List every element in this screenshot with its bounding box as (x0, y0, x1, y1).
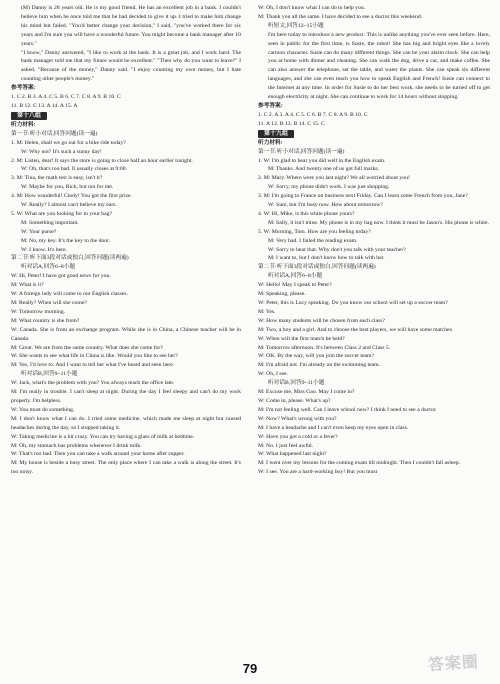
text-line: M: I'm not feeling well. Can I leave school now? I think I need to see a doctor. (258, 406, 437, 413)
section-heading: 第十八组 (11, 112, 47, 120)
text-line: 听对话B,回答9~11小题 (21, 371, 78, 378)
text-line: M: Sally, it isn't mine. My phone is in my bag now. I think it must be Jason's. His phone is white. (268, 219, 489, 226)
text-line: W: You must do something. (11, 406, 75, 413)
text-line: W: Why not? It's such a sunny day! (21, 148, 102, 155)
text-line: M: I'm afraid not. I'm already on the swimming team. (258, 362, 380, 369)
text-line: W: Canada. She is from an exchange program. While she is in China, a Chinese teacher will be in Canada. (11, 326, 241, 342)
text-line: M: I have a headache and I can't even keep my eyes open in class. (258, 424, 409, 431)
text-line: "I know," Danny answered, "I like to work at the bank. It is a great job, and I work hard. The bank manager told me that my future would be excellent." "Then why do you want to leave?" I asked. "Because of the money," Danny said. "I enjoy counting my own money, but I hate counting other people's money." (21, 49, 241, 83)
text-line: W: Oh, I don't know what I can do to help you. (258, 5, 366, 11)
text-line: W: I see. You are a hard-working boy! But you must (258, 469, 378, 476)
text-line: 第一节:听小对话,回答问题(读一遍) (258, 148, 345, 155)
text-line: M: Excuse me, Miss Gao. May I come in? (258, 389, 355, 396)
text-line: W: What happened last night? (258, 451, 327, 458)
text-line: W: Have you got a cold or a fever? (258, 433, 338, 440)
text-line: M: Very bad. I failed the reading exam. (268, 237, 358, 244)
text-line: 3. M: Tina, the math test is easy, isn't it? (11, 175, 103, 182)
text-line: M: I don't know what I can do. I tried some medicine, which made me sleep at night but caused headaches during the day, so I stopped taking it. (11, 415, 241, 431)
text-line: W: Jack, what's the problem with you? You always teach the office late. (11, 380, 175, 387)
text-line: M: Something important. (21, 219, 79, 226)
text-line: W: I know. It's here. (21, 246, 67, 253)
text-line: 听力材料: (11, 121, 36, 128)
text-line: M: Tomorrow afternoon. It's between Class 2 and Class 5. (258, 344, 391, 351)
text-line: W: Tomorrow morning. (11, 308, 66, 315)
text-line: W: She wants to see what life in China is like. Would you like to see her? (11, 353, 178, 360)
text-line: 参考答案: (258, 102, 283, 109)
text-line: M: I'm really in trouble. I can't sleep at night. During the day I feel sleepy and can't do my work properly. I'm helpless. (11, 389, 241, 404)
text-line: 11. A 12. B 13. B 14. C 15. C (258, 120, 325, 127)
text-line: W: Sorry, my phone didn't work. I was just shopping. (268, 184, 390, 191)
text-line: 4. M: How wonderful! Cindy! You got the first prize. (11, 193, 133, 200)
text-line: 听短文,回答12~15小题 (268, 22, 324, 29)
text-line: W: Hi, Peter! I have got good news for you. (11, 273, 111, 280)
text-line: M: What is it? (11, 282, 44, 289)
left-column (11, 4, 241, 654)
text-line: M: I want to, but I don't know how to talk with her. (268, 255, 385, 262)
text-line: 参考答案: (11, 85, 36, 92)
text-line: W: Come in, please. What's up? (258, 397, 331, 404)
text-line: M: Thanks. And twenty one of us got full marks. (268, 166, 379, 173)
text-line: W: Peter, this is Lucy speaking. Do you know our school will set up a soccer team? (258, 300, 448, 306)
watermark-logo: 答案圈 (427, 653, 480, 675)
page-number: 79 (242, 661, 258, 676)
text-line: W: Now? What's wrong with you? (258, 415, 337, 422)
section-heading-row (11, 111, 241, 121)
text-line: 1. C 2. A 3. A 4. C 5. C 6. B 7. C 8. A 9. B 10. C (258, 111, 368, 118)
section-heading-row (258, 129, 490, 139)
text-line: W: Sorry to hear that. Why don't you talk with your teacher? (268, 246, 406, 253)
text-line: 听对话A,回答6~8小题 (21, 264, 76, 271)
text-line: W: Oh, I see. (258, 371, 288, 378)
text-line: M: Yes. (258, 308, 276, 315)
text-line: M: Really? When will she come? (11, 300, 87, 306)
text-line: 听对话A,回答6~8小题 (268, 273, 323, 280)
text-line: (M) Danny is 28 years old. He is my good friend. He has an excellent job in a bank. I couldn't believe him when he once told me that he had decided to give it up. I tried to make him change his mind but failed. "You'd better change your decision," I said, "you've worked there for six years and I'm sure you will have a wonderful future. You might become a bank manager after 10 years." (21, 5, 241, 47)
text-line: W: When will the first match be held? (258, 335, 345, 342)
text-line: M: Oh, my stomach has problems whenever I drink milk. (11, 442, 142, 449)
text-line: 1. C 2. B 3. A 4. C 5. B 6. C 7. C 8. A 9. B 10. C (11, 94, 121, 101)
text-line: W: Taking medicine is a bit crazy. You can try having a glass of milk at bedtime. (11, 433, 195, 440)
text-line: W: OK. By the way, will you join the soccer team? (258, 353, 374, 360)
text-line: M: My house is beside a busy street. The only place where I can take a walk is along the street. It's too noisy. (11, 460, 241, 476)
text-line: 4. W: Hi, Mike, is this white phone yours? (258, 210, 355, 217)
text-line: 5. W: Morning, Tom. How are you feeling today? (258, 228, 371, 235)
text-line: 第二节:听下面3段对话或独白,回答问题(读两遍) (11, 255, 129, 262)
text-line: 5. W: What are you looking for in your bag? (11, 210, 112, 217)
text-line: W: Really? I almost can't believe my ears. (21, 202, 117, 209)
text-line: M: I went over my lessons for the coming exam till midnight. Then I couldn't fall asleep. (258, 460, 461, 467)
text-line: 第一节:听小对话,回答问题(读一遍) (11, 130, 98, 137)
text-line: M: Thank you all the same. I have decided to see a doctor this weekend. (258, 13, 423, 20)
text-line: M: No, my key. It's the key to the door. (21, 237, 111, 244)
text-line: W: Oh, that's too bad. It usually closes at 9:00. (21, 166, 128, 173)
text-line: M: No. I just feel awful. (258, 442, 314, 449)
text-line: M: Speaking, please. (258, 291, 306, 298)
text-line: W: Sure, but I'm busy now. How about tomorrow? (268, 202, 383, 209)
right-column (258, 4, 490, 654)
text-line: W: How many students will be chosen from each class? (258, 317, 385, 324)
text-line: 1. W: I'm glad to hear you did well in the English exam. (258, 157, 386, 164)
text-line: 听力材料: (258, 139, 283, 146)
text-line: 第二节:听下面3段对话或独白,回答问题(读两遍) (258, 264, 376, 271)
text-line: 2. M: Listen, dear! It says the store is going to close half an hour earlier tonight. (11, 157, 193, 164)
text-line: W: Maybe for you, Rick, but not for me. (21, 184, 114, 191)
text-line: I'm here today to introduce a new product. This is unlike anything you've ever seen before. Here, seen in public for the first time, is Susie, the robot! She has big and bright eyes like a lovely cartoon character. Susie can do many different things. She can be your alarm clock. She can help you at home with dinner and cleaning. She can walk the dog, drive a car, and make coffee. She can also answer the telephone, set the table, and water the plants. She can speak six different languages, and she can even teach you how to speak English and French! Susie can connect to the Internet at any time. In order for Susie to do her best work, she needs to be turned off to get enough electricity at night. She can continue to work for 14 hours without stopping. (268, 31, 490, 101)
text-line: 听对话B,回答9~11小题 (268, 380, 325, 387)
text-line: M: Great. We are from the same country. What does she come for? (11, 344, 163, 351)
text-line: 3. M: I'm going to France on business next Friday. Can I learn some French from you, Jane? (258, 193, 468, 200)
text-line: W: Hello! May I speak to Peter? (258, 282, 332, 289)
section-heading: 第十九组 (258, 130, 294, 138)
text-line: W: A foreign lady will come to our English classes. (11, 291, 128, 298)
text-line: M: Two, a boy and a girl. And to choose the best players, we will have some matches. (258, 326, 454, 333)
text-line: 2. M: Mary. Where were you last night? We all worried about you! (258, 175, 410, 182)
text-line: 11. B 12. C 13. A 14. A 15. A (11, 102, 78, 109)
text-line: M: Yes, I'd love to. And I want to tell her what I've heard and seen here. (11, 362, 175, 369)
text-line: 1. M: Helen, shall we go out for a bike ride today? (11, 139, 126, 146)
text-line: M: What country is she from? (11, 317, 80, 324)
text-line: W: That's too bad. Then you can take a walk around your home after supper. (11, 451, 185, 458)
text-line: W: Your purse? (21, 228, 57, 235)
